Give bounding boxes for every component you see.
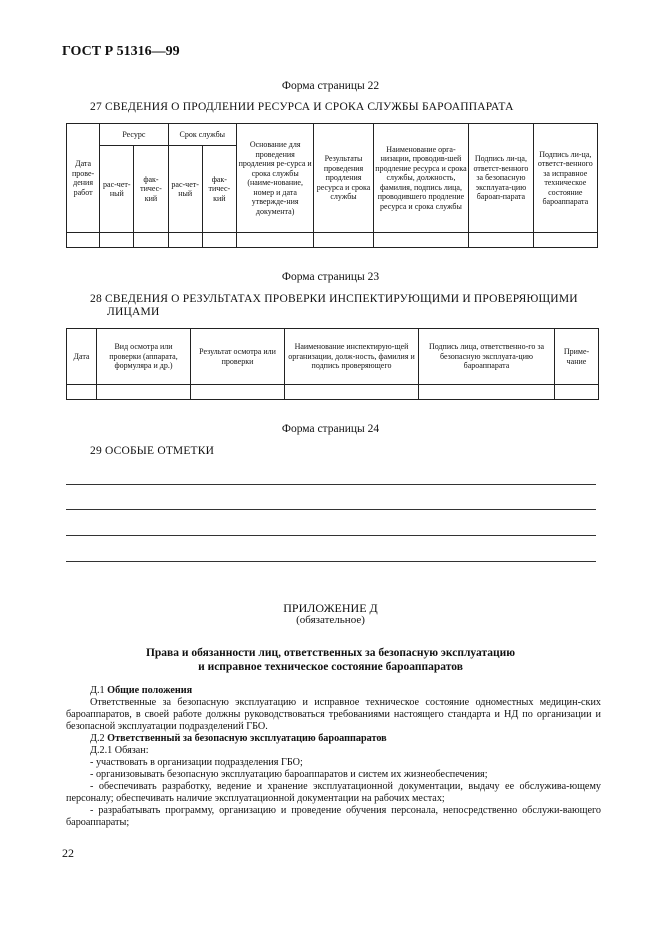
col-term: Срок службы	[168, 124, 236, 146]
appendix-heading: Права и обязанности лиц, ответственных за безопасную эксплуатацию	[145, 647, 516, 659]
form23-caption: Форма страницы 23	[281, 271, 380, 283]
col-result: Результат осмотра или проверки	[191, 329, 285, 385]
col-results: Результаты проведения продления ресурса и срока службы	[314, 124, 373, 233]
notes-line	[66, 561, 596, 562]
document-code: ГОСТ Р 51316—99	[62, 44, 180, 59]
section-d21: Д.2.1 Обязан:	[90, 745, 149, 756]
sub-fact: фак-тичес-кий	[202, 146, 236, 233]
table-row	[67, 385, 599, 400]
page-number: 22	[62, 846, 74, 860]
sub-calc: рас-чет-ный	[100, 146, 134, 233]
list-item: - организовывать безопасную эксплуатацию бароаппаратов и систем их жизнеобеспечения;	[90, 769, 488, 780]
col-org: Наименование орга-низации, проводив-шей продление ресурса и срока службы, должность, фамилия, подпись лица, проводившего продление ресурса и срока службы	[373, 124, 469, 233]
section-d2-heading	[90, 733, 625, 745]
notes-line	[66, 484, 596, 485]
appendix-subtitle: (обязательное)	[296, 614, 365, 626]
col-kind: Вид осмотра или проверки (аппарата, формуляра и др.)	[97, 329, 191, 385]
section-title: Ответственный за безопасную эксплуатацию бароаппаратов	[107, 733, 387, 744]
col-date: Дата прове-дения работ	[67, 124, 100, 233]
col-sign: Подпись лица, ответственно-го за безопасную эксплуата-цию бароаппарата	[419, 329, 555, 385]
form22-caption: Форма страницы 22	[281, 80, 380, 92]
form23-title: 28 СВЕДЕНИЯ О РЕЗУЛЬТАТАХ ПРОВЕРКИ ИНСПЕКТИРУЮЩИМИ И ПРОВЕРЯЮЩИМИ	[90, 293, 578, 305]
notes-line	[66, 535, 596, 536]
section-d1-heading	[90, 685, 625, 697]
col-sign-tech: Подпись ли-ца, ответст-венного за исправное техническое состояние бароаппарата	[533, 124, 597, 233]
list-item: - участвовать в организации подразделения ГБО;	[90, 757, 303, 768]
appendix-heading-cont: и исправное техническое состояние бароаппаратов	[198, 661, 463, 673]
table-row	[67, 233, 598, 248]
form24-caption: Форма страницы 24	[281, 423, 380, 435]
form22-title: 27 СВЕДЕНИЯ О ПРОДЛЕНИИ РЕСУРСА И СРОКА СЛУЖБЫ БАРОАППАРАТА	[90, 101, 514, 113]
col-org: Наименование инспектирую-щей организации, долж-ность, фамилия и подпись проверяющего	[285, 329, 419, 385]
form22-table	[66, 123, 598, 248]
sub-fact: фак-тичес-кий	[134, 146, 168, 233]
section-title: Общие положения	[107, 685, 193, 696]
notes-line	[66, 509, 596, 510]
form24-title: 29 ОСОБЫЕ ОТМЕТКИ	[90, 445, 215, 457]
section-d1-text: Ответственные за безопасную эксплуатацию и исправное техническое состояние одноместных медицин-ских бароаппаратов, в своей работе должны руководствоваться требованиями настоящего стандарта и НД по организации и безопасной эксплуатации подразделений ГБО.	[66, 697, 601, 732]
col-date: Дата	[67, 329, 97, 385]
list-item: - разрабатывать программу, организацию и проведение обучения персонала, непосредственно обслужи-вающего бароаппараты;	[66, 805, 601, 828]
form23-table	[66, 328, 599, 400]
list-item: - обеспечивать разработку, ведение и хранение эксплуатационной документации, выдачу ее обслужива-ющему персоналу; обеспечивать наличие эксплуатационной документации на рабочих местах;	[66, 781, 601, 804]
col-sign-safe: Подпись ли-ца, ответст-венного за безопасную эксплуата-цию бароап-парата	[469, 124, 533, 233]
section-number: Д.2	[90, 733, 105, 744]
sub-calc: рас-чет-ный	[168, 146, 202, 233]
col-resource: Ресурс	[100, 124, 168, 146]
col-basis: Основание для проведения продления ре-сурса и срока службы (наиме-нование, номер и дата утвержде-ния документа)	[236, 124, 313, 233]
form23-title-cont: ЛИЦАМИ	[107, 306, 160, 318]
appendix-title: ПРИЛОЖЕНИЕ Д	[283, 601, 378, 615]
col-note: Приме-чание	[555, 329, 599, 385]
section-number: Д.1	[90, 685, 105, 696]
